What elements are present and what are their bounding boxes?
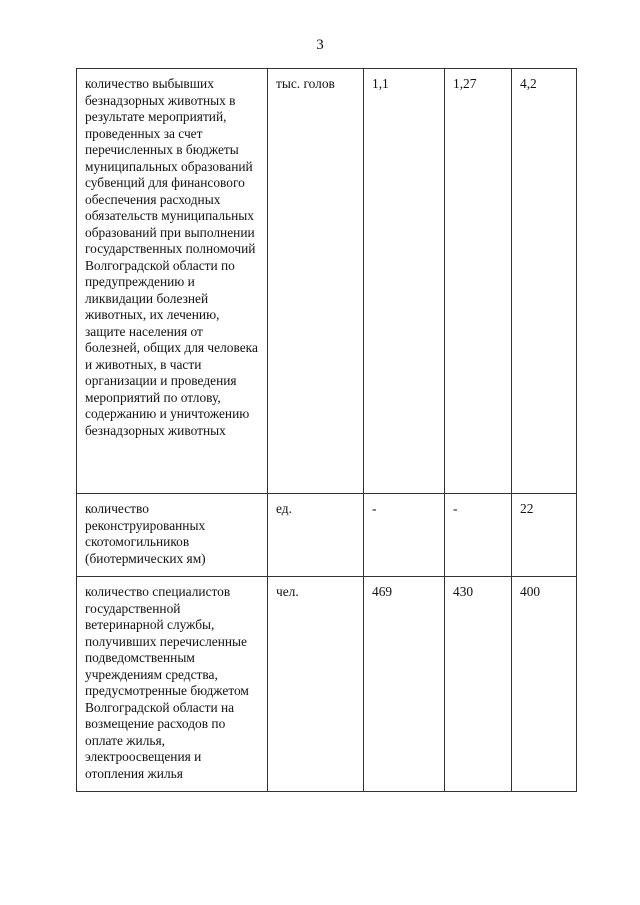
page-number: 3	[316, 37, 324, 53]
unit-cell: тыс. голов	[268, 69, 364, 494]
value-cell-2: 430	[445, 577, 512, 792]
value-cell-2: -	[445, 494, 512, 577]
unit-cell: ед.	[268, 494, 364, 577]
value-cell-1: 1,1	[364, 69, 445, 494]
table-row	[77, 69, 577, 494]
indicator-name-cell: количество реконструированных скотомогильников (биотермических ям)	[77, 494, 268, 577]
table-row	[77, 494, 577, 577]
value-cell-3: 4,2	[512, 69, 577, 494]
value-cell-3: 22	[512, 494, 577, 577]
indicators-table	[76, 68, 577, 792]
indicator-name-cell: количество выбывших безнадзорных животных в результате мероприятий, проведенных за счет перечисленных в бюджеты муниципальных образований субвенций для финансового обеспечения расходных обязательств муниципальных образований при выполнении государственных полномочий Волгоградской области по предупреждению и ликвидации болезней животных, их лечению, защите населения от болезней, общих для человека и животных, в части организации и проведения мероприятий по отлову, содержанию и уничтожению безнадзорных животных	[77, 69, 268, 494]
value-cell-2: 1,27	[445, 69, 512, 494]
table-row	[77, 577, 577, 792]
value-cell-1: -	[364, 494, 445, 577]
value-cell-3: 400	[512, 577, 577, 792]
value-cell-1: 469	[364, 577, 445, 792]
unit-cell: чел.	[268, 577, 364, 792]
indicator-name-cell: количество специалистов государственной ветеринарной службы, получивших перечисленные подведомственным учреждениям средства, предусмотренные бюджетом Волгоградской области на возмещение расходов по оплате жилья, электроосвещения и отопления жилья	[77, 577, 268, 792]
